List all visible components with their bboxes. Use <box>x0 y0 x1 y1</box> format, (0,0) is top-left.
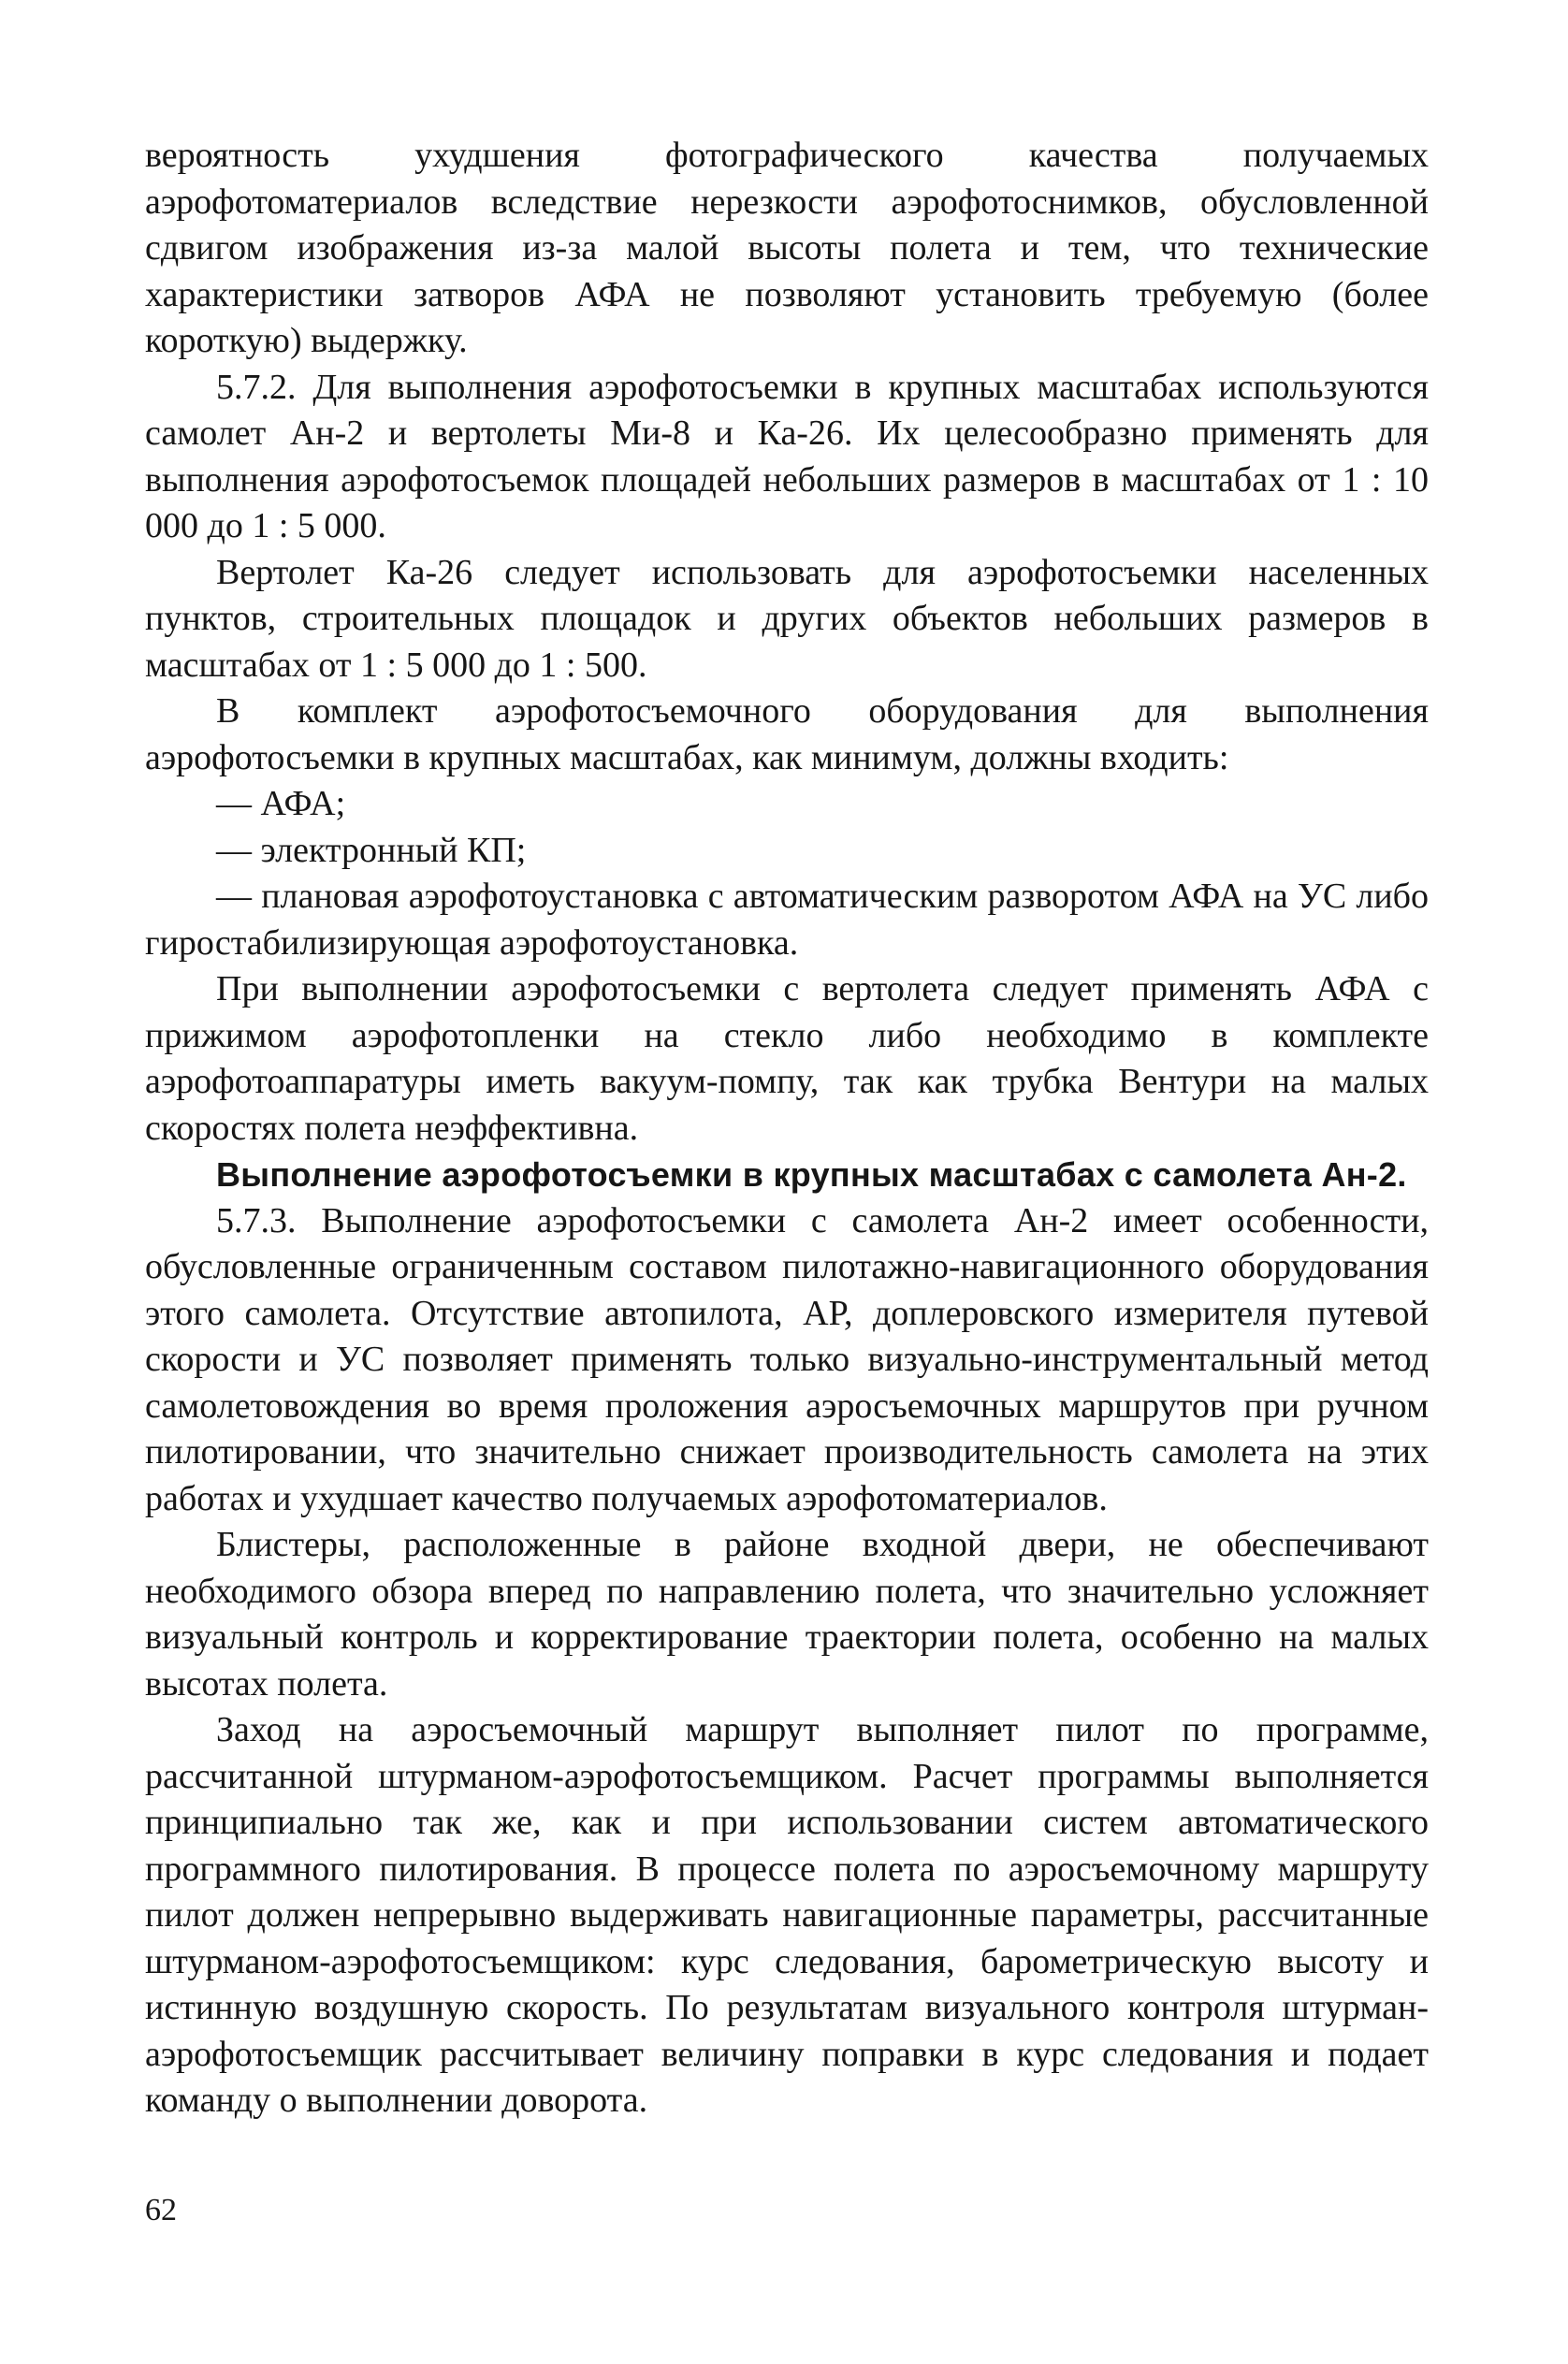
page-body <box>145 133 1429 2125</box>
list-item-afa: — АФА; <box>216 784 346 823</box>
paragraph-5-7-3: 5.7.3. Выполнение аэрофотосъемки с самолета Ан-2 имеет особенности, обусловленные ограниченным составом пилотажно-навигационного оборудования этого самолета. Отсутствие автопилота, АР, доплеровского измерителя путевой скорости и УС позволяет применять только визуально-инструментальный метод самолетовождения во время проложения аэросъемочных маршрутов при ручном пилотировании, что значительно снижает производительность самолета на этих работах и ухудшает качество получаемых аэрофотоматериалов. <box>145 1200 1429 1518</box>
section-heading: Выполнение аэрофотосъемки в крупных масштабах с самолета Ан-2. <box>216 1155 1407 1194</box>
paragraph-blisters: Блистеры, расположенные в районе входной двери, не обеспечивают необходимого обзора вперед по направлению полета, что значительно усложняет визуальный контроль и корректирование траектории полета, особенно на малых высотах полета. <box>145 1525 1429 1704</box>
paragraph-ka26: Вертолет Ка-26 следует использовать для аэрофотосъемки населенных пунктов, строительных площадок и других объектов небольших размеров в масштабах от 1 : 5 000 до 1 : 500. <box>145 552 1429 685</box>
paragraph-route-entry: Заход на аэросъемочный маршрут выполняет пилот по программе, рассчитанной штурманом-аэрофотосъемщиком. Расчет программы выполняется принципиально так же, как и при использовании систем автоматического программного пилотирования. В процессе полета по аэросъемочному маршруту пилот должен непрерывно выдерживать навигационные параметры, рассчитанные штурманом-аэрофотосъемщиком: курс следования, барометрическую высоту и истинную воздушную скорость. По результатам визуального контроля штурман-аэрофотосъемщик рассчитывает величину поправки в курс следования и подает команду о выполнении доворота. <box>145 1710 1429 2120</box>
paragraph-continuation: вероятность ухудшения фотографического качества получаемых аэрофотоматериалов вследствие нерезкости аэрофотоснимков, обусловленной сдвигом изображения из-за малой высоты полета и тем, что технические характеристики затворов АФА не позволяют установить требуемую (более короткую) выдержку. <box>145 136 1429 360</box>
paragraph-helicopter: При выполнении аэрофотосъемки с вертолета следует применять АФА с прижимом аэрофотопленки на стекло либо необходимо в комплекте аэрофотоаппаратуры иметь вакуум-помпу, так как трубка Вентури на малых скоростях полета неэффективна. <box>145 969 1429 1148</box>
list-item-mount: — плановая аэрофотоустановка с автоматическим разворотом АФА на УС либо гиростабилизирующая аэрофотоустановка. <box>145 877 1429 963</box>
page-number: 62 <box>145 2193 177 2227</box>
list-item-electronic-kp: — электронный КП; <box>216 830 527 870</box>
paragraph-equipment-set: В комплект аэрофотосъемочного оборудования для выполнения аэрофотосъемки в крупных масштабах, как минимум, должны входить: <box>145 691 1429 777</box>
paragraph-5-7-2: 5.7.2. Для выполнения аэрофотосъемки в крупных масштабах используются самолет Ан-2 и вертолеты Ми-8 и Ка-26. Их целесообразно применять для выполнения аэрофотосъемок площадей небольших размеров в масштабах от 1 : 10 000 до 1 : 5 000. <box>145 367 1429 545</box>
